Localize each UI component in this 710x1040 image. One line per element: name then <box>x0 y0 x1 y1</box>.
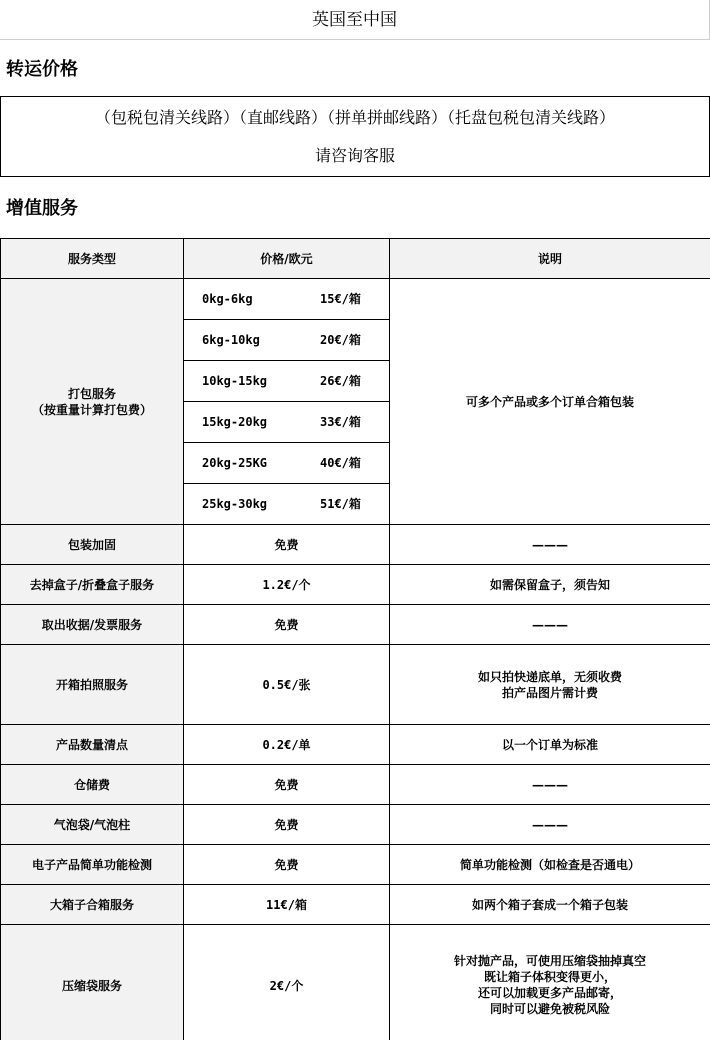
service-price: 0.2€/单 <box>184 725 390 765</box>
note-line: 同时可以避免被税风险 <box>489 1002 610 1016</box>
packing-tier <box>184 279 390 320</box>
tier-range: 0kg-6kg <box>202 292 253 306</box>
tier-price: 26€/箱 <box>320 374 361 388</box>
page-title: 英国至中国 <box>0 0 710 40</box>
tier-range: 25kg-30kg <box>202 497 268 511</box>
service-type: 大箱子合箱服务 <box>1 885 184 925</box>
note-line: 还可以加载更多产品邮寄， <box>477 986 622 1000</box>
table-row <box>1 765 710 805</box>
service-note: ——— <box>390 805 710 845</box>
table-row <box>1 565 710 605</box>
note-line: 针对抛产品，可使用压缩袋抽掉真空 <box>453 954 646 968</box>
table-row <box>1 925 710 1040</box>
tier-range: 6kg-10kg <box>202 333 260 347</box>
service-note: 如需保留盒子，须告知 <box>390 565 710 605</box>
table-row <box>1 525 710 565</box>
service-note: 如两个箱子套成一个箱子包装 <box>390 885 710 925</box>
service-type: 气泡袋/气泡柱 <box>1 805 184 845</box>
value-added-heading: 增值服务 <box>6 198 78 219</box>
table-row <box>1 605 710 645</box>
route-box <box>0 96 710 177</box>
service-type: 产品数量清点 <box>1 725 184 765</box>
table-row <box>1 645 710 725</box>
packing-tier <box>184 402 390 443</box>
route-list: （包税包清关线路）（直邮线路）（拼单拼邮线路）（托盘包税包清关线路） <box>94 108 615 127</box>
header-service-type: 服务类型 <box>1 239 184 279</box>
packing-type-sublabel: （按重量计算打包费） <box>31 402 152 417</box>
table-row <box>1 805 710 845</box>
tier-price: 40€/箱 <box>320 456 361 470</box>
service-note: 以一个订单为标准 <box>390 725 710 765</box>
service-price: 0.5€/张 <box>184 645 390 725</box>
packing-tier <box>184 361 390 402</box>
service-note: ——— <box>390 605 710 645</box>
service-note: ——— <box>390 525 710 565</box>
service-note: 简单功能检测（如检查是否通电） <box>390 845 710 885</box>
service-type: 压缩袋服务 <box>1 925 184 1040</box>
service-note: ——— <box>390 765 710 805</box>
tier-range: 20kg-25KG <box>202 456 268 470</box>
tier-range: 10kg-15kg <box>202 374 268 388</box>
header-description: 说明 <box>390 239 710 279</box>
packing-type-label: 打包服务 <box>67 386 116 401</box>
table-header-row <box>1 239 710 279</box>
tier-price: 15€/箱 <box>320 292 361 306</box>
shipping-price-heading: 转运价格 <box>6 59 78 80</box>
service-price: 免费 <box>184 805 390 845</box>
service-price: 免费 <box>184 845 390 885</box>
packing-type-cell <box>1 279 184 525</box>
packing-tier <box>184 484 390 525</box>
service-note <box>390 925 710 1040</box>
service-price: 免费 <box>184 605 390 645</box>
tier-price: 51€/箱 <box>320 497 361 511</box>
service-price: 免费 <box>184 765 390 805</box>
packing-tier <box>184 320 390 361</box>
service-price: 1.2€/个 <box>184 565 390 605</box>
tier-price: 33€/箱 <box>320 415 361 429</box>
service-note <box>390 645 710 725</box>
table-row <box>1 845 710 885</box>
header-price: 价格/欧元 <box>184 239 390 279</box>
service-type: 去掉盒子/折叠盒子服务 <box>1 565 184 605</box>
note-line: 如只拍快递底单，无须收费 <box>477 669 622 684</box>
note-line: 拍产品图片需计费 <box>501 685 598 700</box>
service-table <box>0 238 710 1040</box>
service-price: 11€/箱 <box>184 885 390 925</box>
service-price: 2€/个 <box>184 925 390 1040</box>
service-type: 取出收据/发票服务 <box>1 605 184 645</box>
contact-service-text: 请咨询客服 <box>314 146 395 165</box>
tier-range: 15kg-20kg <box>202 415 268 429</box>
service-type: 电子产品简单功能检测 <box>1 845 184 885</box>
table-row <box>1 885 710 925</box>
service-type: 仓储费 <box>1 765 184 805</box>
packing-note: 可多个产品或多个订单合箱包装 <box>390 279 710 525</box>
tier-price: 20€/箱 <box>320 333 361 347</box>
table-row <box>1 725 710 765</box>
service-type: 包装加固 <box>1 525 184 565</box>
note-line: 既让箱子体积变得更小， <box>483 970 616 984</box>
service-type: 开箱拍照服务 <box>1 645 184 725</box>
packing-tier <box>184 443 390 484</box>
table-row <box>1 279 710 320</box>
service-price: 免费 <box>184 525 390 565</box>
